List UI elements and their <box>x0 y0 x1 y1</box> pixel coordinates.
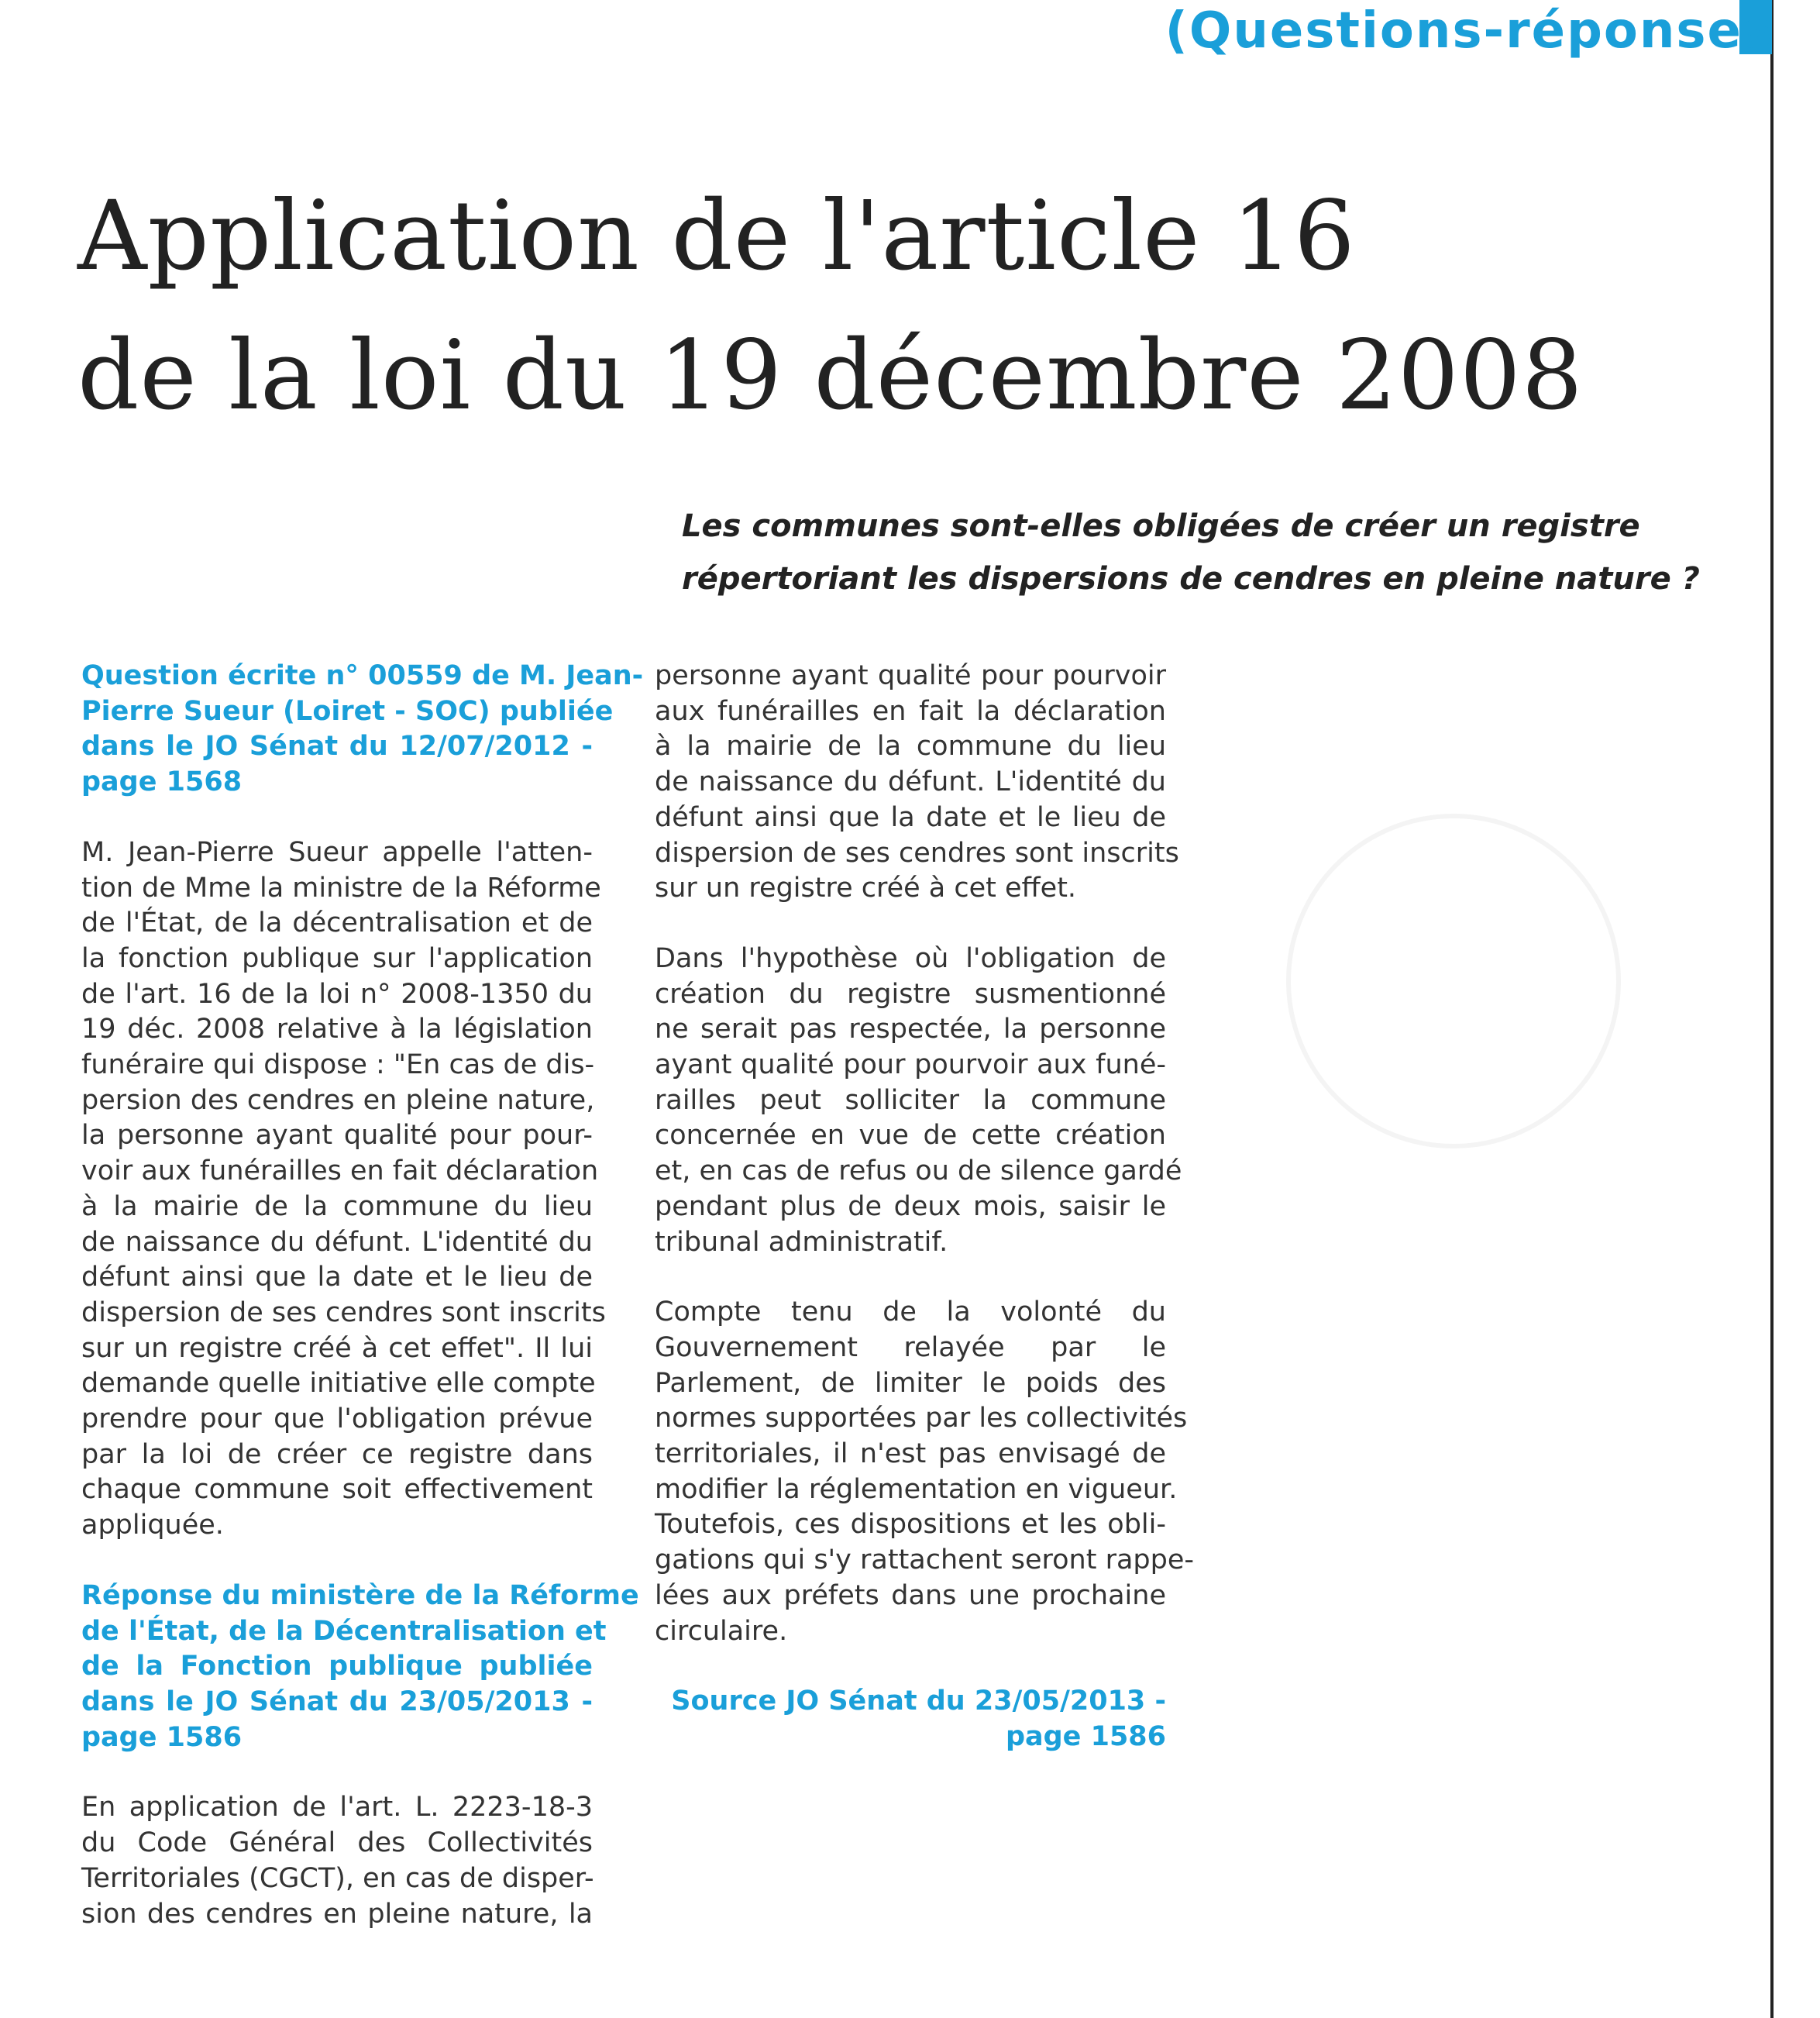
text-line: par la loi de créer ce registre dans <box>81 1438 593 1470</box>
page-title <box>77 167 1627 446</box>
answer-paragraph-1 <box>655 659 1179 907</box>
text-line: Dans l'hypothèse où l'obligation de <box>655 942 1166 974</box>
show-through-mark <box>1286 814 1621 1148</box>
text-line: M. Jean-Pierre Sueur appelle l'atten- <box>81 836 593 868</box>
text-line: sur un registre créé à cet effet. <box>655 873 1077 904</box>
subtitle-line-1: Les communes sont-elles obligées de créer un registre <box>682 508 1640 544</box>
text-line: Parlement, de limiter le poids des <box>655 1367 1166 1399</box>
answer-body-start <box>81 1790 593 1932</box>
question-heading <box>81 659 644 801</box>
text-line: de l'État, de la décentralisation et de <box>81 907 593 939</box>
text-line: Compte tenu de la volonté du <box>655 1297 1166 1328</box>
text-line: dispersion de ses cendres sont inscrits <box>655 837 1179 869</box>
text-line: circulaire. <box>655 1615 788 1647</box>
text-line: la personne ayant qualité pour pour- <box>81 1120 593 1152</box>
text-line: ne serait pas respectée, la personne <box>655 1014 1166 1045</box>
answer-heading <box>81 1579 639 1756</box>
text-line: dans le JO Sénat du 23/05/2013 - <box>81 1686 593 1717</box>
text-line: de la Fonction publique publiée <box>81 1651 593 1682</box>
text-line: de naissance du défunt. L'identité du <box>655 766 1166 798</box>
text-line: modifier la réglementation en vigueur. <box>655 1473 1178 1505</box>
text-line: tion de Mme la ministre de la Réforme <box>81 872 601 904</box>
page-title-line-2: de la loi du 19 décembre 2008 <box>77 320 1584 432</box>
text-line: prendre pour que l'obligation prévue <box>81 1403 593 1435</box>
text-line: du Code Général des Collectivités <box>81 1827 593 1859</box>
text-line: Question écrite n° 00559 de M. Jean- <box>81 660 644 691</box>
text-line: défunt ainsi que la date et le lieu de <box>81 1262 593 1293</box>
subtitle-question <box>682 500 1767 605</box>
column-left <box>81 659 644 1932</box>
answer-paragraph-2 <box>655 942 1182 1260</box>
text-line: sion des cendres en pleine nature, la <box>81 1898 593 1930</box>
text-line: page 1568 <box>81 766 243 798</box>
text-line: funéraire qui dispose : "En cas de dis- <box>81 1049 595 1081</box>
text-line: chaque commune soit effectivement <box>81 1474 593 1506</box>
text-line: Source JO Sénat du 23/05/2013 - <box>671 1686 1166 1717</box>
text-line: pendant plus de deux mois, saisir le <box>655 1190 1166 1222</box>
text-line: railles peut solliciter la commune <box>655 1084 1166 1116</box>
text-line: sur un registre créé à cet effet". Il lui <box>81 1332 593 1364</box>
text-line: dispersion de ses cendres sont inscrits <box>81 1297 606 1328</box>
text-line: Territoriales (CGCT), en cas de disper- <box>81 1862 594 1894</box>
text-line: de l'art. 16 de la loi n° 2008-1350 du <box>81 978 593 1010</box>
page-edge-rule <box>1770 0 1774 2018</box>
text-line: ayant qualité pour pourvoir aux funé- <box>655 1049 1166 1081</box>
text-line: de naissance du défunt. L'identité du <box>81 1226 593 1258</box>
section-rubric: (Questions-réponses <box>1165 2 1774 60</box>
text-line: Toutefois, ces dispositions et les obli- <box>655 1509 1166 1541</box>
text-line: lées aux préfets dans une prochaine <box>655 1579 1166 1611</box>
text-line: appliquée. <box>81 1510 224 1541</box>
text-line: dans le JO Sénat du 12/07/2012 - <box>81 731 593 763</box>
text-line: 19 déc. 2008 relative à la législation <box>81 1014 593 1045</box>
text-line: la fonction publique sur l'application <box>81 942 593 974</box>
text-line: Réponse du ministère de la Réforme <box>81 1579 639 1611</box>
page-title-line-1: Application de l'article 16 <box>77 181 1356 292</box>
subtitle-line-2: répertoriant les dispersions de cendres en pleine nature ? <box>682 561 1700 597</box>
text-line: et, en cas de refus ou de silence gardé <box>655 1155 1182 1187</box>
text-line: En application de l'art. L. 2223-18-3 <box>81 1792 593 1823</box>
text-line: demande quelle initiative elle compte <box>81 1368 596 1400</box>
text-line: page 1586 <box>81 1721 243 1753</box>
text-line: territoriales, il n'est pas envisagé de <box>655 1438 1166 1470</box>
text-line: à la mairie de la commune du lieu <box>81 1190 593 1222</box>
text-line: personne ayant qualité pour pourvoir <box>655 660 1166 691</box>
text-line: page 1586 <box>1005 1720 1166 1752</box>
text-line: Pierre Sueur (Loiret - SOC) publiée <box>81 695 614 727</box>
text-line: à la mairie de la commune du lieu <box>655 731 1166 763</box>
column-right <box>655 659 1195 1755</box>
text-line: défunt ainsi que la date et le lieu de <box>655 801 1166 833</box>
text-line: création du registre susmentionné <box>655 978 1166 1010</box>
answer-paragraph-3 <box>655 1295 1195 1649</box>
text-line: normes supportées par les collectivités <box>655 1403 1188 1434</box>
text-line: tribunal administratif. <box>655 1226 948 1258</box>
text-line: aux funérailles en fait la déclaration <box>655 695 1166 727</box>
text-line: de l'État, de la Décentralisation et <box>81 1615 607 1647</box>
text-line: concernée en vue de cette création <box>655 1120 1166 1152</box>
question-body <box>81 835 606 1544</box>
source-citation <box>655 1684 1166 1755</box>
text-line: voir aux funérailles en fait déclaration <box>81 1155 599 1187</box>
text-line: persion des cendres en pleine nature, <box>81 1084 595 1116</box>
text-line: Gouvernement relayée par le <box>655 1331 1166 1363</box>
text-line: gations qui s'y rattachent seront rappe- <box>655 1544 1195 1576</box>
